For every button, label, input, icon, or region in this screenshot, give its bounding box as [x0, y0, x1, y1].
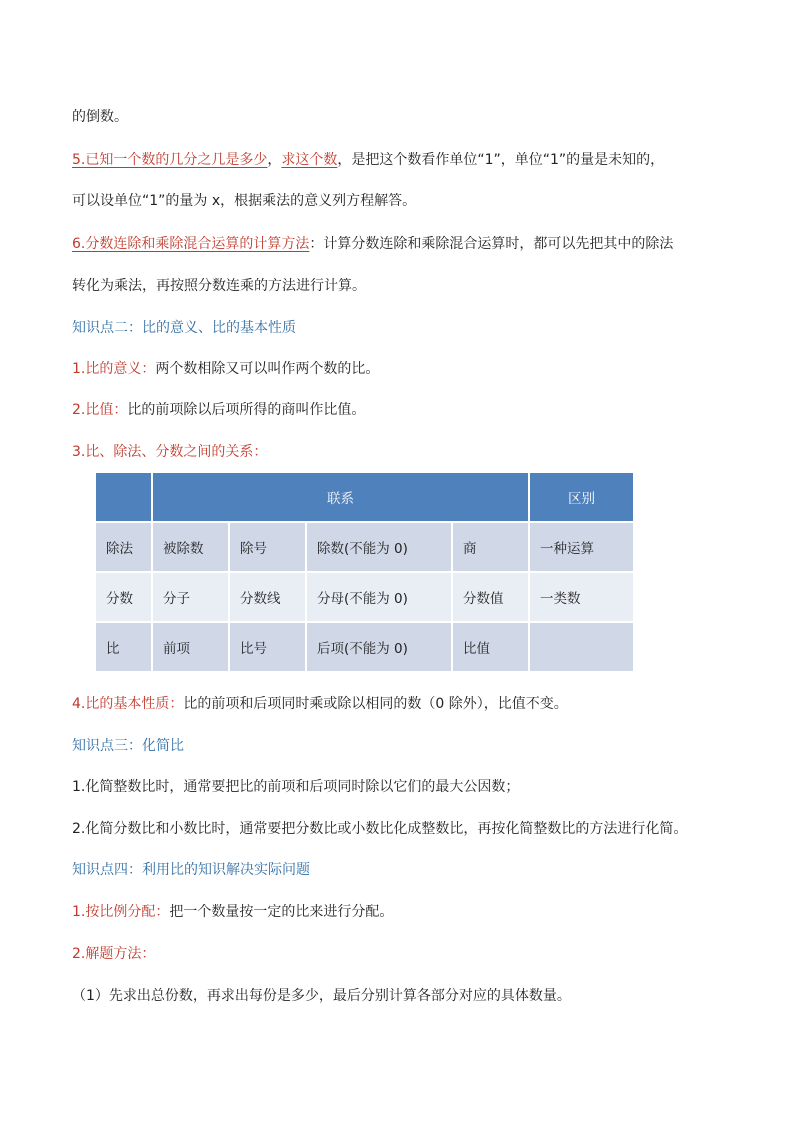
table-cell: 一种运算 — [530, 523, 633, 571]
table-cell: 比号 — [230, 623, 305, 671]
ratio-meaning-line: 1.比的意义：两个数相除又可以叫作两个数的比。 — [72, 361, 380, 377]
section-heading-3: 知识点三：化简比 — [72, 738, 184, 754]
header-difference-cell: 区别 — [530, 473, 633, 521]
table-cell: 被除数 — [153, 523, 228, 571]
point-5-line-1: 5.已知一个数的几分之几是多少，求这个数，是把这个数看作单位“1”，单位“1”的量是未知的， — [72, 152, 665, 168]
point-6-line-2: 转化为乘法，再按照分数连乘的方法进行计算。 — [72, 278, 366, 294]
table-cell: 比值 — [453, 623, 528, 671]
point-5-title: 5.已知一个数的几分之几是多少 — [72, 152, 268, 168]
point-6-line-1: 6.分数连除和乘除混合运算的计算方法：计算分数连除和乘除混合运算时，都可以先把其中的除法 — [72, 236, 674, 252]
proportional-title: 1.按比例分配： — [72, 904, 170, 920]
method-step-1: （1）先求出总份数，再求出每份是多少，最后分别计算各部分对应的具体数量。 — [72, 988, 571, 1004]
table-cell: 比 — [96, 623, 151, 671]
proportional-line: 1.按比例分配：把一个数量按一定的比来进行分配。 — [72, 904, 394, 920]
relation-title: 3.比、除法、分数之间的关系： — [72, 444, 268, 460]
simplify-integer-line: 1.化简整数比时，通常要把比的前项和后项同时除以它们的最大公因数； — [72, 779, 520, 795]
point-5-line-2: 可以设单位“1”的量为 x，根据乘法的意义列方程解答。 — [72, 193, 417, 209]
section-heading-2: 知识点二：比的意义、比的基本性质 — [72, 320, 296, 336]
simplify-fraction-line: 2.化简分数比和小数比时，通常要把分数比或小数比化成整数比，再按化简整数比的方法进行化简。 — [72, 821, 688, 837]
table-row — [96, 523, 633, 571]
basic-property-title: 4.比的基本性质： — [72, 696, 184, 712]
table-cell: 后项(不能为 0) — [307, 623, 451, 671]
header-blank-cell — [96, 473, 151, 521]
section-heading-4: 知识点四：利用比的知识解决实际问题 — [72, 862, 310, 878]
table-cell: 分母(不能为 0) — [307, 573, 451, 621]
table-cell: 分数 — [96, 573, 151, 621]
table-header-row — [96, 473, 633, 521]
table-cell: 一类数 — [530, 573, 633, 621]
ratio-value-title: 2.比值： — [72, 402, 128, 418]
table-row — [96, 573, 633, 621]
paragraph-continuation: 的倒数。 — [72, 109, 128, 125]
method-title: 2.解题方法： — [72, 946, 156, 962]
header-relation-cell: 联系 — [153, 473, 528, 521]
table-row — [96, 623, 633, 671]
ratio-meaning-title: 1.比的意义： — [72, 361, 156, 377]
point-5-title-2: 求这个数 — [281, 152, 338, 168]
basic-property-line: 4.比的基本性质：比的前项和后项同时乘或除以相同的数（0 除外），比值不变。 — [72, 696, 568, 712]
ratio-value-line: 2.比值：比的前项除以后项所得的商叫作比值。 — [72, 402, 366, 418]
table-cell: 除号 — [230, 523, 305, 571]
relation-line — [72, 442, 734, 462]
table-cell: 除数(不能为 0) — [307, 523, 451, 571]
table-cell: 分数值 — [453, 573, 528, 621]
table-cell: 商 — [453, 523, 528, 571]
table-cell: 前项 — [153, 623, 228, 671]
table-cell: 分子 — [153, 573, 228, 621]
method-heading-line — [72, 944, 734, 964]
point-6-title: 6.分数连除和乘除混合运算的计算方法 — [72, 236, 310, 252]
table-cell — [530, 623, 633, 671]
table-cell: 除法 — [96, 523, 151, 571]
table-cell: 分数线 — [230, 573, 305, 621]
relation-table — [94, 471, 635, 673]
